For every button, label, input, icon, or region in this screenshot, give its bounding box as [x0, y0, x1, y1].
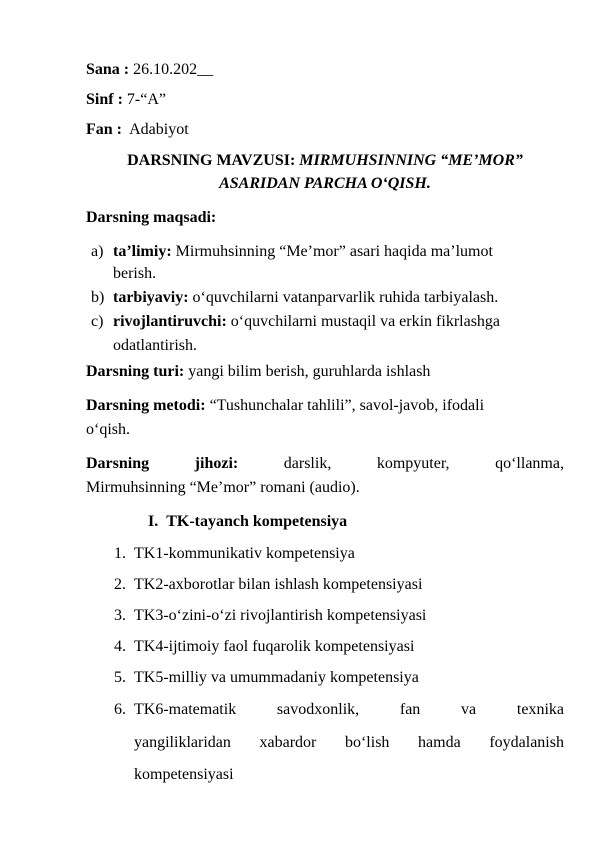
list-number: 3. — [114, 607, 126, 624]
goal-text: Mirmuhsinning “Me’mor” asari haqida ma’lumot — [175, 243, 493, 260]
goals-heading-text: Darsning maqsadi: — [86, 209, 217, 226]
lesson-method-value-cont: o‘qish. — [86, 421, 130, 438]
goal-marker: b) — [91, 289, 105, 306]
list-item-6-line-1 — [134, 700, 564, 720]
lesson-topic-line-2 — [86, 173, 564, 195]
word: fan — [399, 701, 421, 718]
list-number: 1. — [114, 545, 126, 562]
goal-item-a-cont — [113, 264, 156, 284]
list-text: TK4-ijtimoiy faol fuqarolik kompetensiyasi — [134, 638, 415, 655]
lesson-equipment-line — [86, 454, 564, 474]
list-text: TK1-kommunikativ kompetensiya — [134, 545, 355, 562]
word: hamda — [418, 734, 461, 751]
topic-title-part-2: ASARIDAN PARCHA O‘QISH. — [219, 175, 431, 192]
word: foydalanish — [489, 734, 564, 751]
list-number: 6. — [114, 701, 126, 718]
list-text: TK5-milliy va umummadaniy kompetensiya — [134, 669, 419, 686]
subject-value: Adabiyot — [129, 121, 189, 138]
class-line — [86, 90, 166, 110]
goal-text: o‘quvchilarni vatanparvarlik ruhida tarbiyalash. — [192, 289, 499, 306]
lesson-type-value: yangi bilim berish, guruhlarda ishlash — [188, 363, 431, 380]
word: texnika — [516, 701, 564, 718]
goal-text-cont: berish. — [113, 265, 157, 282]
equipment-cont: Mirmuhsinning “Me’mor” romani (audio). — [86, 479, 360, 496]
list-number-6 — [114, 700, 126, 720]
lesson-method-line — [86, 396, 484, 416]
lesson-type-line — [86, 362, 430, 382]
topic-title-part-1: MIRMUHSINNING “ME’MOR” — [299, 152, 523, 169]
list-item — [114, 606, 427, 626]
list-item — [114, 544, 355, 564]
goal-item-c-cont — [113, 336, 197, 356]
subject-label: Fan : — [86, 121, 122, 138]
list-item — [114, 668, 419, 688]
word: TK6-matematik — [134, 701, 237, 718]
lesson-equipment-line-cont — [86, 478, 360, 498]
goal-text: o‘quvchilarni mustaqil va erkin fikrlashga — [230, 313, 501, 330]
goals-heading — [86, 208, 216, 228]
section-heading — [148, 512, 347, 532]
goal-label: tarbiyaviy: — [113, 289, 189, 306]
lesson-type-label: Darsning turi: — [86, 363, 185, 380]
equipment-label-2: jihozi: — [194, 455, 239, 472]
equipment-word: qo‘llanma, — [495, 455, 564, 472]
word: xabardor — [259, 734, 317, 751]
equipment-word: darslik, — [283, 455, 332, 472]
lesson-topic-line-1 — [86, 150, 564, 172]
equipment-word: kompyuter, — [376, 455, 450, 472]
goal-marker: c) — [91, 313, 104, 330]
goal-label: ta’limiy: — [113, 243, 172, 260]
section-marker: I. — [148, 513, 159, 530]
topic-prefix: DARSNING MAVZUSI: — [127, 152, 296, 169]
date-line — [86, 60, 213, 80]
word: va — [461, 701, 477, 718]
equipment-label-1: Darsning — [86, 455, 150, 472]
list-item — [114, 637, 415, 657]
goal-label: rivojlantiruvchi: — [113, 313, 227, 330]
word: bo‘lish — [344, 734, 390, 751]
list-item — [114, 575, 423, 595]
word: savodxonlik, — [276, 701, 360, 718]
list-text: TK3-o‘zini-o‘zi rivojlantirish kompetensiyasi — [134, 607, 427, 624]
goal-marker: a) — [91, 243, 104, 260]
goal-text-cont: odatlantirish. — [113, 337, 197, 354]
list-item-6-line-2 — [134, 733, 564, 753]
section-title: TK-tayanch kompetensiya — [166, 513, 348, 530]
list-text: TK2-axborotlar bilan ishlash kompetensiyasi — [134, 576, 423, 593]
list-number: 2. — [114, 576, 126, 593]
date-label: Sana : — [86, 61, 130, 78]
word: kompetensiyasi — [134, 766, 234, 783]
lesson-method-line-cont — [86, 420, 130, 440]
class-value: 7-“A” — [126, 91, 166, 108]
date-value: 26.10.202__ — [133, 61, 214, 78]
subject-line — [86, 120, 189, 140]
list-number: 5. — [114, 669, 126, 686]
class-label: Sinf : — [86, 91, 123, 108]
word: yangiliklaridan — [134, 734, 231, 751]
lesson-method-label: Darsning metodi: — [86, 397, 206, 414]
lesson-method-value: “Tushunchalar tahlili”, savol-javob, ifodali — [209, 397, 485, 414]
list-item-6-line-3 — [134, 765, 234, 785]
list-number: 4. — [114, 638, 126, 655]
